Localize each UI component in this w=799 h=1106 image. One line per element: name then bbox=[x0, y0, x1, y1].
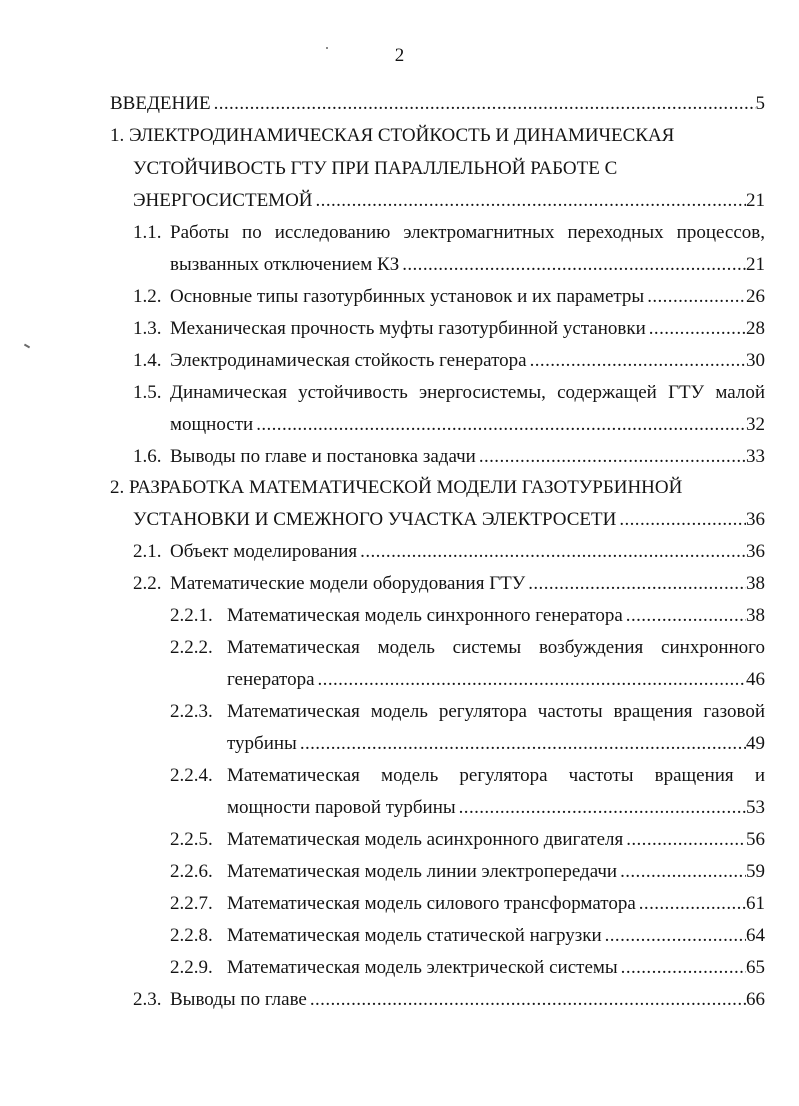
toc-section-1-5[interactable] bbox=[133, 380, 765, 406]
toc-page-number: 61 bbox=[746, 893, 765, 914]
toc-subsection-2-2-7[interactable] bbox=[170, 891, 765, 917]
toc-chapter-2-title-line-2[interactable] bbox=[133, 507, 765, 533]
leader-dots bbox=[300, 731, 746, 757]
leader-dots bbox=[316, 188, 746, 214]
toc-section-number: 2.2. bbox=[133, 573, 162, 594]
toc-page-number: 33 bbox=[746, 446, 765, 467]
leader-dots bbox=[459, 795, 746, 821]
toc-section-1-6[interactable] bbox=[133, 444, 765, 470]
toc-page-number: 36 bbox=[746, 509, 765, 530]
toc-page-number: 49 bbox=[746, 733, 765, 754]
toc-page-number: 65 bbox=[746, 957, 765, 978]
leader-dots bbox=[639, 891, 746, 917]
toc-subsection-2-2-1[interactable] bbox=[170, 603, 765, 629]
toc-chapter-title: УСТОЙЧИВОСТЬ ГТУ ПРИ ПАРАЛЛЕЛЬНОЙ РАБОТЕ С bbox=[133, 158, 618, 179]
toc-page-number: 46 bbox=[746, 669, 765, 690]
toc-section-title: Математическая модель электрической системы bbox=[227, 957, 618, 978]
toc-section-title: Механическая прочность муфты газотурбинной установки bbox=[170, 318, 646, 339]
toc-page-number: 38 bbox=[746, 573, 765, 594]
leader-dots bbox=[479, 444, 746, 470]
toc-section-title: Математическая модель регулятора частоты вращения газовой bbox=[227, 701, 765, 722]
toc-page-number: 30 bbox=[746, 350, 765, 371]
toc-section-number: 2.2.2. bbox=[170, 637, 213, 658]
leader-dots bbox=[310, 987, 746, 1013]
leader-dots bbox=[530, 348, 746, 374]
toc-section-title: Математическая модель синхронного генератора bbox=[227, 605, 623, 626]
toc-chapter-1-title-line-3[interactable] bbox=[133, 188, 765, 214]
toc-section-1-5-cont[interactable] bbox=[170, 412, 765, 438]
toc-section-number: 1.6. bbox=[133, 446, 162, 467]
toc-subsection-2-2-3[interactable] bbox=[170, 699, 765, 725]
toc-entry-title: ВВЕДЕНИЕ bbox=[110, 93, 211, 114]
toc-section-number: 2.2.9. bbox=[170, 957, 213, 978]
toc-subsection-2-2-4-cont[interactable] bbox=[227, 795, 765, 821]
toc-section-title: Математические модели оборудования ГТУ bbox=[170, 573, 526, 594]
toc-section-title: генератора bbox=[227, 669, 315, 690]
toc-section-title: мощности паровой турбины bbox=[227, 797, 456, 818]
toc-section-1-1[interactable] bbox=[133, 220, 765, 246]
toc-section-number: 1.3. bbox=[133, 318, 162, 339]
toc-section-title: Электродинамическая стойкость генератора bbox=[170, 350, 527, 371]
toc-page-number: 36 bbox=[746, 541, 765, 562]
toc-section-number: 1.2. bbox=[133, 286, 162, 307]
leader-dots bbox=[528, 571, 746, 597]
toc-chapter-title: ЭНЕРГОСИСТЕМОЙ bbox=[133, 190, 313, 211]
toc-section-number: 2.2.6. bbox=[170, 861, 213, 882]
toc-section-title: вызванных отключением КЗ bbox=[170, 254, 400, 275]
leader-dots bbox=[626, 603, 746, 629]
toc-page-number: 32 bbox=[746, 414, 765, 435]
toc-section-title: Динамическая устойчивость энергосистемы, содержащей ГТУ малой bbox=[170, 382, 765, 403]
toc-section-title: Математическая модель силового трансформатора bbox=[227, 893, 636, 914]
toc-subsection-2-2-3-cont[interactable] bbox=[227, 731, 765, 757]
toc-section-1-2[interactable] bbox=[133, 284, 765, 310]
toc-subsection-2-2-2[interactable] bbox=[170, 635, 765, 661]
leader-dots bbox=[647, 284, 746, 310]
page-number: 2 bbox=[394, 45, 405, 66]
toc-subsection-2-2-2-cont[interactable] bbox=[227, 667, 765, 693]
toc-section-2-3[interactable] bbox=[133, 987, 765, 1013]
toc-section-title: Математическая модель регулятора частоты вращения и bbox=[227, 765, 765, 786]
leader-dots bbox=[318, 667, 746, 693]
toc-chapter-2-title-line-1[interactable] bbox=[110, 475, 770, 501]
toc-chapter-1-title-line-2[interactable] bbox=[133, 156, 773, 182]
toc-chapter-title: УСТАНОВКИ И СМЕЖНОГО УЧАСТКА ЭЛЕКТРОСЕТИ bbox=[133, 509, 617, 530]
toc-page-number: 53 bbox=[746, 797, 765, 818]
toc-section-number: 2.2.8. bbox=[170, 925, 213, 946]
leader-dots bbox=[649, 316, 746, 342]
toc-section-title: Математическая модель асинхронного двигателя bbox=[227, 829, 624, 850]
toc-section-number: 2.2.1. bbox=[170, 605, 213, 626]
toc-section-number: 2.2.4. bbox=[170, 765, 213, 786]
toc-section-number: 2.2.5. bbox=[170, 829, 213, 850]
toc-chapter-title: 2. РАЗРАБОТКА МАТЕМАТИЧЕСКОЙ МОДЕЛИ ГАЗОТУРБИННОЙ bbox=[110, 477, 683, 498]
leader-dots bbox=[360, 539, 746, 565]
toc-section-number: 2.3. bbox=[133, 989, 162, 1010]
toc-entry-intro[interactable] bbox=[110, 91, 765, 117]
toc-section-1-1-cont[interactable] bbox=[170, 252, 765, 278]
toc-subsection-2-2-4[interactable] bbox=[170, 763, 765, 789]
toc-subsection-2-2-9[interactable] bbox=[170, 955, 765, 981]
toc-subsection-2-2-5[interactable] bbox=[170, 827, 765, 853]
toc-section-2-2[interactable] bbox=[133, 571, 765, 597]
toc-section-1-4[interactable] bbox=[133, 348, 765, 374]
leader-dots bbox=[402, 252, 746, 278]
leader-dots bbox=[620, 859, 746, 885]
toc-page-number: 66 bbox=[746, 989, 765, 1010]
leader-dots bbox=[256, 412, 746, 438]
toc-subsection-2-2-6[interactable] bbox=[170, 859, 765, 885]
toc-section-title: Выводы по главе и постановка задачи bbox=[170, 446, 476, 467]
toc-page-number: 21 bbox=[746, 190, 765, 211]
scan-speck bbox=[326, 47, 328, 49]
toc-section-title: Математическая модель линии электропередачи bbox=[227, 861, 618, 882]
toc-page-number: 38 bbox=[746, 605, 765, 626]
leader-dots bbox=[621, 955, 746, 981]
toc-section-title: Математическая модель статической нагрузки bbox=[227, 925, 602, 946]
toc-section-title: Работы по исследованию электромагнитных переходных процессов, bbox=[170, 222, 765, 243]
toc-subsection-2-2-8[interactable] bbox=[170, 923, 765, 949]
toc-chapter-title: 1. ЭЛЕКТРОДИНАМИЧЕСКАЯ СТОЙКОСТЬ И ДИНАМИЧЕСКАЯ bbox=[110, 125, 675, 146]
toc-section-1-3[interactable] bbox=[133, 316, 765, 342]
toc-page-number: 59 bbox=[746, 861, 765, 882]
toc-section-title: Математическая модель системы возбуждения синхронного bbox=[227, 637, 765, 658]
toc-section-title: турбины bbox=[227, 733, 297, 754]
toc-chapter-1-title-line-1[interactable] bbox=[110, 123, 770, 149]
leader-dots bbox=[626, 827, 746, 853]
toc-section-number: 2.1. bbox=[133, 541, 162, 562]
toc-section-number: 2.2.7. bbox=[170, 893, 213, 914]
toc-page-number: 21 bbox=[746, 254, 765, 275]
toc-page-number: 56 bbox=[746, 829, 765, 850]
toc-section-number: 1.1. bbox=[133, 222, 162, 243]
leader-dots bbox=[214, 91, 756, 117]
leader-dots bbox=[605, 923, 746, 949]
toc-section-number: 1.5. bbox=[133, 382, 162, 403]
toc-section-title: Основные типы газотурбинных установок и их параметры bbox=[170, 286, 645, 307]
toc-page-number: 26 bbox=[746, 286, 765, 307]
toc-section-title: Объект моделирования bbox=[170, 541, 358, 562]
toc-page-number: 5 bbox=[755, 93, 765, 114]
toc-page-number: 28 bbox=[746, 318, 765, 339]
toc-page-number: 64 bbox=[746, 925, 765, 946]
toc-section-title: Выводы по главе bbox=[170, 989, 307, 1010]
toc-section-number: 1.4. bbox=[133, 350, 162, 371]
scan-speck bbox=[24, 344, 30, 349]
toc-section-2-1[interactable] bbox=[133, 539, 765, 565]
toc-section-title: мощности bbox=[170, 414, 254, 435]
toc-section-number: 2.2.3. bbox=[170, 701, 213, 722]
leader-dots bbox=[619, 507, 746, 533]
